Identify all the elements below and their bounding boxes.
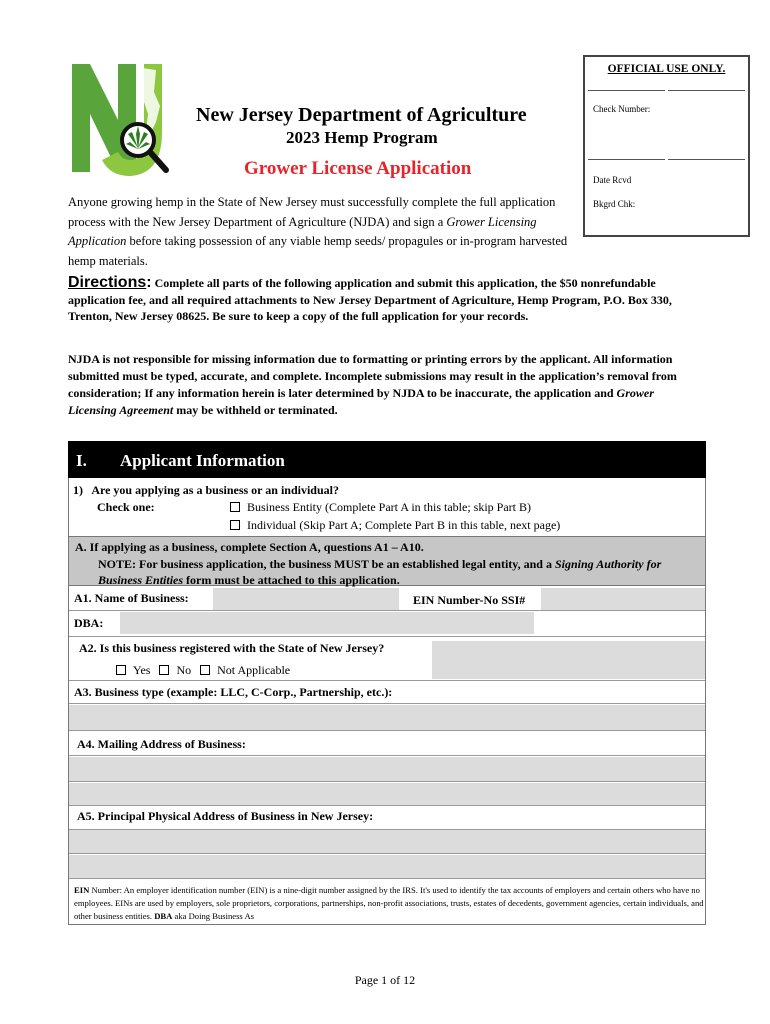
yes-checkbox[interactable] xyxy=(116,665,126,675)
option-individual[interactable] xyxy=(230,518,560,533)
individual-checkbox[interactable] xyxy=(230,520,240,530)
option-individual-label: Individual (Skip Part A; Complete Part B in this table, next page) xyxy=(247,518,561,532)
section-number: I. xyxy=(76,451,87,470)
application-title: Grower License Application xyxy=(244,158,472,179)
divider xyxy=(588,159,665,160)
divider xyxy=(668,90,745,91)
divider xyxy=(588,90,665,91)
notice-paragraph xyxy=(68,351,700,419)
no-label: No xyxy=(176,663,192,677)
physical-address-line2[interactable] xyxy=(69,855,705,879)
directions-colon: : xyxy=(146,274,152,291)
intro-italic: Grower Licensing Application xyxy=(68,214,537,248)
official-use-heading: OFFICIAL USE ONLY. xyxy=(607,63,726,75)
section-title: Applicant Information xyxy=(120,451,285,470)
a1-label: A1. Name of Business: xyxy=(74,591,189,605)
date-rcvd-label: Date Rcvd xyxy=(593,175,632,185)
divider xyxy=(668,159,745,160)
a2-field[interactable] xyxy=(432,641,705,679)
dba-label: DBA: xyxy=(74,616,104,630)
directions-label: Directions xyxy=(68,274,147,291)
check-number-label: Check Number: xyxy=(593,104,651,114)
check-one-label: Check one: xyxy=(97,500,155,514)
department-title: New Jersey Department of Agriculture xyxy=(196,104,527,126)
notice-italic: Grower Licensing Agreement xyxy=(68,386,654,417)
directions-paragraph xyxy=(68,275,700,325)
notice-text: NJDA is not responsible for missing information due to formatting or printing errors by the applicant. All information submitted must be typed, accurate, and complete. Incomplete submissions may result in the application’s removal from consideration; If any information herein is later determined by NJDA to be inaccurate, the application and xyxy=(68,352,677,400)
intro-paragraph xyxy=(68,193,568,271)
business-checkbox[interactable] xyxy=(230,502,240,512)
nj-hemp-logo xyxy=(70,62,172,182)
ein-footnote-label: EIN xyxy=(74,885,90,895)
a4-label: A4. Mailing Address of Business: xyxy=(77,737,246,751)
ein-footnote-text: Number: An employer identification number (EIN) is a nine-digit number assigned by the IRS. It's used to identify the tax accounts of employers and certain others who have no employees. EINs are used by employers, sole proprietors, corporations, partnerships, non-profit associations, trusts, estates of decedents, government agencies, certain individuals, and other business entities. xyxy=(74,885,704,921)
dba-field[interactable] xyxy=(120,612,534,634)
program-title: 2023 Hemp Program xyxy=(286,128,438,147)
page-number: Page 1 of 12 xyxy=(354,973,416,987)
intro-text: Anyone growing hemp in the State of New Jersey must successfully complete the full application process with the New Jersey Department of Agriculture (NJDA) and sign a xyxy=(68,195,556,229)
divider xyxy=(68,924,706,925)
a3-label: A3. Business type (example: LLC, C-Corp., Partnership, etc.): xyxy=(74,685,393,699)
intro-text: before taking possession of any viable hemp seeds/ propagules or in-program harvested hemp materials. xyxy=(68,234,568,268)
dba-footnote-text: aka Doing Business As xyxy=(172,910,254,921)
ein-field[interactable] xyxy=(541,588,705,610)
option-business-label: Business Entity (Complete Part A in this table; skip Part B) xyxy=(247,500,531,514)
mailing-address-line2[interactable] xyxy=(69,783,705,806)
section-header xyxy=(68,441,706,478)
ein-label: EIN Number-No SSI# xyxy=(413,593,526,607)
dba-footnote-label: DBA xyxy=(154,910,173,921)
yes-label: Yes xyxy=(133,663,151,677)
physical-address-line1[interactable] xyxy=(69,830,705,854)
note-text: form must be attached to this application. xyxy=(183,573,400,587)
section-a-note xyxy=(75,556,705,589)
note-italic: Signing Authority for Business Entities xyxy=(98,556,662,587)
bkgrd-chk-label: Bkgrd Chk: xyxy=(593,199,636,209)
na-checkbox[interactable] xyxy=(200,665,210,675)
a5-label: A5. Principal Physical Address of Business in New Jersey: xyxy=(77,809,374,823)
notice-text: may be withheld or terminated. xyxy=(173,403,338,417)
mailing-address-line1[interactable] xyxy=(69,757,705,782)
question-1: 1) Are you applying as a business or an individual? xyxy=(73,483,339,497)
section-a-header xyxy=(69,536,705,586)
a2-options xyxy=(116,663,290,678)
business-type-field[interactable] xyxy=(69,705,705,731)
business-name-field[interactable] xyxy=(213,588,399,610)
a2-label: A2. Is this business registered with the State of New Jersey? xyxy=(79,641,385,655)
na-label: Not Applicable xyxy=(217,663,291,677)
official-use-box xyxy=(583,55,750,237)
directions-text: Complete all parts of the following application and submit this application, the $50 nonrefundable application fee, and all required attachments to New Jersey Department of Agriculture, Hemp Program, P.O. Box 330, Trenton, New Jersey 08625. Be sure to keep a copy of the full application for your records. xyxy=(68,276,672,323)
ein-footnote xyxy=(74,884,704,922)
option-business[interactable] xyxy=(230,500,531,515)
no-checkbox[interactable] xyxy=(159,665,169,675)
note-text: NOTE: For business application, the business MUST be an established legal entity, and a xyxy=(98,556,555,571)
section-a-heading: A. If applying as a business, complete Section A, questions A1 – A10. xyxy=(75,540,424,554)
